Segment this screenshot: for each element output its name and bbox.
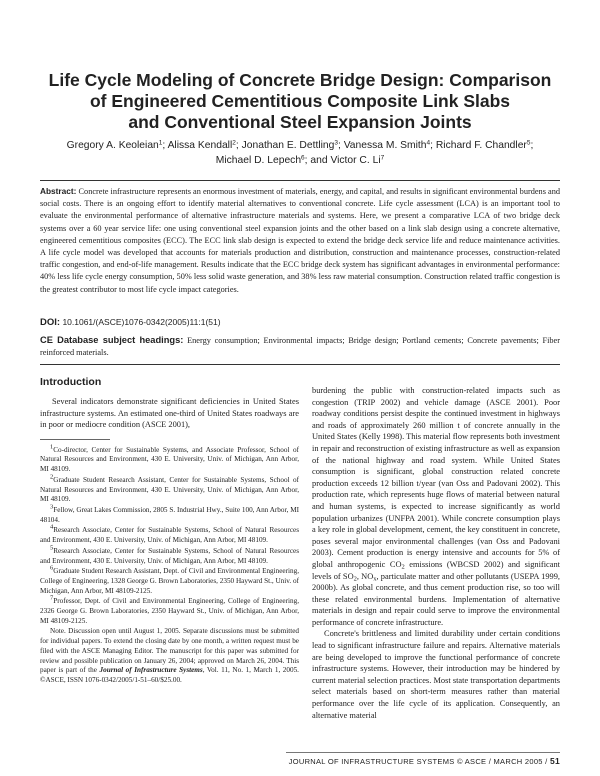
- author-name: Michael D. Lepech: [215, 154, 302, 166]
- section-heading-introduction: Introduction: [40, 376, 102, 388]
- page-number: 51: [549, 756, 560, 766]
- footnote-marker: 3: [50, 503, 54, 511]
- paragraph-text: , NO: [356, 571, 374, 581]
- right-column: [312, 385, 560, 721]
- title-line: and Conventional Steel Expansion Joints: [128, 112, 472, 132]
- author-affiliation-marker: 6: [301, 154, 305, 161]
- footnote-marker: 1: [50, 443, 54, 451]
- subscript: 2: [353, 575, 357, 582]
- note-text-end: , Vol. 11, No. 1, March 1, 2005. ©ASCE, ISSN 1076-0342/2005/1-51–60/$25.00.: [40, 666, 299, 684]
- footer-journal: JOURNAL OF INFRASTRUCTURE SYSTEMS © ASCE / MARCH 2005 /: [288, 757, 550, 766]
- intro-left-text: Several indicators demonstrate significant deficiencies in United States infrastructure systems. An estimated one-third of United States roadways are in poor or mediocre condition (ASCE 2001),: [40, 397, 299, 430]
- paragraph: [312, 385, 560, 628]
- footnote-text: Fellow, Great Lakes Commission, 2805 S. Industrial Hwy., Suite 100, Ann Arbor, MI 48104.: [40, 506, 299, 524]
- abstract: [40, 185, 560, 296]
- footnote-marker: 5: [50, 544, 54, 552]
- footer-rule: [286, 752, 560, 753]
- author-separator: ;: [235, 140, 242, 151]
- footnote: [40, 544, 299, 566]
- author-line: [30, 154, 570, 169]
- title-line: of Engineered Cementitious Composite Link Slabs: [89, 91, 511, 111]
- author-list: [30, 139, 570, 168]
- author-separator: ;: [530, 140, 534, 151]
- footnote-text: Professor, Dept. of Civil and Environmental Engineering, College of Engineering, 2326 George G. Brown Laboratories, 2350 Hayward St., Univ. of Michigan, Ann Arbor, MI 48109-2125.: [40, 597, 299, 625]
- footnote-text: Graduate Student Research Assistant, Center for Sustainable Systems, School of Natural Resources and Environment, 430 E. University, Univ. of Michigan, Ann Arbor, MI 48109.: [40, 475, 299, 504]
- author-name: Richard F. Chandler: [435, 140, 527, 151]
- footnote-marker: 6: [50, 564, 54, 572]
- journal-name: Journal of Infrastructure Systems: [99, 666, 203, 675]
- footnote: [40, 564, 299, 596]
- footnote-rule: [40, 439, 110, 440]
- abstract-label: Abstract:: [40, 186, 77, 196]
- author-affiliation-marker: 2: [232, 139, 236, 147]
- subscript: x: [373, 575, 377, 582]
- subject-headings: [40, 334, 560, 359]
- author-name: Victor C. Li: [330, 154, 381, 166]
- page-footer: [286, 756, 560, 766]
- doi: [40, 317, 560, 328]
- footnote-text: Co-director, Center for Sustainable Systems, and Associate Professor, School of Natural Resources and Environment, 430 E. University, Univ. of Michigan, Ann Arbor, MI 48109.: [40, 445, 299, 474]
- footnote-marker: 2: [50, 473, 54, 481]
- author-name: Alissa Kendall: [167, 140, 233, 151]
- footnote-marker: 7: [50, 594, 54, 602]
- note-text: Note. Discussion open until August 1, 2005. Separate discussions must be submitted for individual papers. To extend the closing date by one month, a written request must be filed with the ASCE Managing Editor. The manuscript for this paper was submitted for review and possible publication on January 26, 2004; approved on March 26, 2004. This paper is part of the: [40, 627, 299, 675]
- footnote: [40, 594, 299, 626]
- subscript: 2: [401, 563, 405, 571]
- author-separator: ;: [430, 140, 436, 151]
- author-affiliation-marker: 5: [526, 139, 531, 147]
- author-name: Jonathan E. Dettling: [241, 140, 335, 151]
- footnote-text: Graduate Student Research Assistant, Dept. of Civil and Environmental Engineering, College of Engineering, 1328 George G. Brown Laboratories, 2350 Hayward St., Univ. of Michigan, Ann Arbor, MI 48109-2125.: [40, 567, 299, 595]
- footnote: [40, 503, 299, 525]
- paragraph-text: emissions (WBCSD 2002) and significant levels of SO: [312, 559, 560, 581]
- abstract-top-rule: [40, 180, 560, 181]
- footnote-marker: 4: [50, 523, 54, 531]
- doi-label: DOI:: [40, 317, 61, 328]
- footnote-text: Research Associate, Center for Sustainable Systems, School of Natural Resources and Environment, 430 E. University, Univ. of Michigan, Ann Arbor, MI 48109.: [40, 526, 299, 545]
- subject-headings-label: CE Database subject headings:: [40, 335, 184, 345]
- paragraph-text: burdening the public with construction-related impacts such as congestion (TRIP 2002) and vehicle damage (ASCE 2001). Poor roadway conditions persist despite the continued investment in highways and roads of approximately 260 million t of concrete annually in the United States (Kelly 1998). This material flow represents both investment in repair and reconstruction of existing infrastructure as well as expansion of the national highway and road system. While United States consumption is significant, global construction related concrete production exceeds 12 billion t/year (van Oss and Padovani 2002). This production rate, which represents huge flows of material between natural and human systems, is expected to increase significantly as world population urbanizes (UNFPA 2001). While concrete consumption plays a key role in global development, cement, the key constituent in concrete, poses several major environmental challenges (van Oss and Padovani 2003). Cement production is energy intensive and accounts for 5% of global anthropogenic CO: [312, 386, 560, 569]
- left-column: [40, 376, 299, 687]
- right-column-text: [312, 385, 560, 721]
- author-name: Gregory A. Keoleian: [66, 140, 159, 151]
- author-line: [30, 139, 570, 154]
- footnote: [40, 523, 299, 545]
- author-affiliation-marker: 4: [426, 139, 431, 147]
- footnote: [40, 473, 299, 505]
- footnote-text: Research Associate, Center for Sustainable Systems, School of Natural Resources and Environment, 430 E. University, Univ. of Michigan, Ann Arbor, MI 48109.: [40, 546, 299, 565]
- author-affiliation-marker: 3: [334, 139, 338, 147]
- author-separator: ;: [337, 140, 344, 151]
- subject-headings-text: Energy consumption; Environmental impacts; Bridge design; Portland cements; Concrete pavements; Fiber reinforced materials.: [40, 336, 560, 358]
- paragraph: Concrete's brittleness and limited durability under certain conditions lead to significant infrastructure failure and repairs. Alternative materials are being developed to improve the functional performance of concrete infrastructure systems. However, their introduction may be hindered by current material selection practices. Most state transportation departments select materials based on short-term measures rather than material performance over the life cycle of its application. Consequently, an alternative material: [312, 629, 560, 720]
- author-name: Vanessa M. Smith: [343, 140, 427, 151]
- title-line: Life Cycle Modeling of Concrete Bridge Design: Comparison: [48, 70, 552, 90]
- author-separator: ; and: [304, 154, 331, 166]
- abstract-bottom-rule: [40, 364, 560, 365]
- author-affiliation-marker: 7: [380, 154, 385, 161]
- paragraph-text: , particulate matter and other pollutants (USEPA 1999, 2000b). As global concrete, and thus cement production rise, so too will these related environmental burdens. Implementation of alternative materials in design and repair could serve to improve the environmental performance of concrete infrastructure.: [312, 571, 560, 627]
- abstract-text: Concrete infrastructure represents an enormous investment of materials, energy, and capital, and results in significant environmental burdens and social costs. There is an ongoing effort to identify material alternatives to conventional concrete. Life cycle assessment (LCA) is an important tool to evaluate the environmental performance of alternative infrastructure materials and systems. Here, we present a comparative LCA of two bridge deck systems over a 60 year service life: one using conventional steel expansion joints and the other based on a link slab design using a concrete alternative, engineered cementitious composites (ECC). The ECC link slab design is expected to extend the bridge deck service life and reduce maintenance activities. A life cycle model was developed that accounts for materials production and distribution, construction and maintenance processes, construction-related traffic congestion, and end-of-life management. Results indicate that the ECC bridge deck system has significant advantages in environmental performance: 40% less life cycle energy consumption, 50% less solid waste generation, and 38% less raw material consumption. Construction related traffic congestion is the greatest contributor to most life cycle impact categories.: [40, 187, 561, 294]
- footnotes: [40, 443, 299, 686]
- discussion-note: [40, 627, 299, 685]
- introduction-paragraph: [40, 396, 299, 431]
- doi-value: 10.1061/(ASCE)1076-0342(2005)11:1(51): [62, 317, 221, 327]
- paper-title: [30, 70, 570, 133]
- author-separator: ;: [162, 140, 168, 151]
- footnote: [40, 443, 299, 475]
- author-affiliation-marker: 1: [158, 139, 163, 147]
